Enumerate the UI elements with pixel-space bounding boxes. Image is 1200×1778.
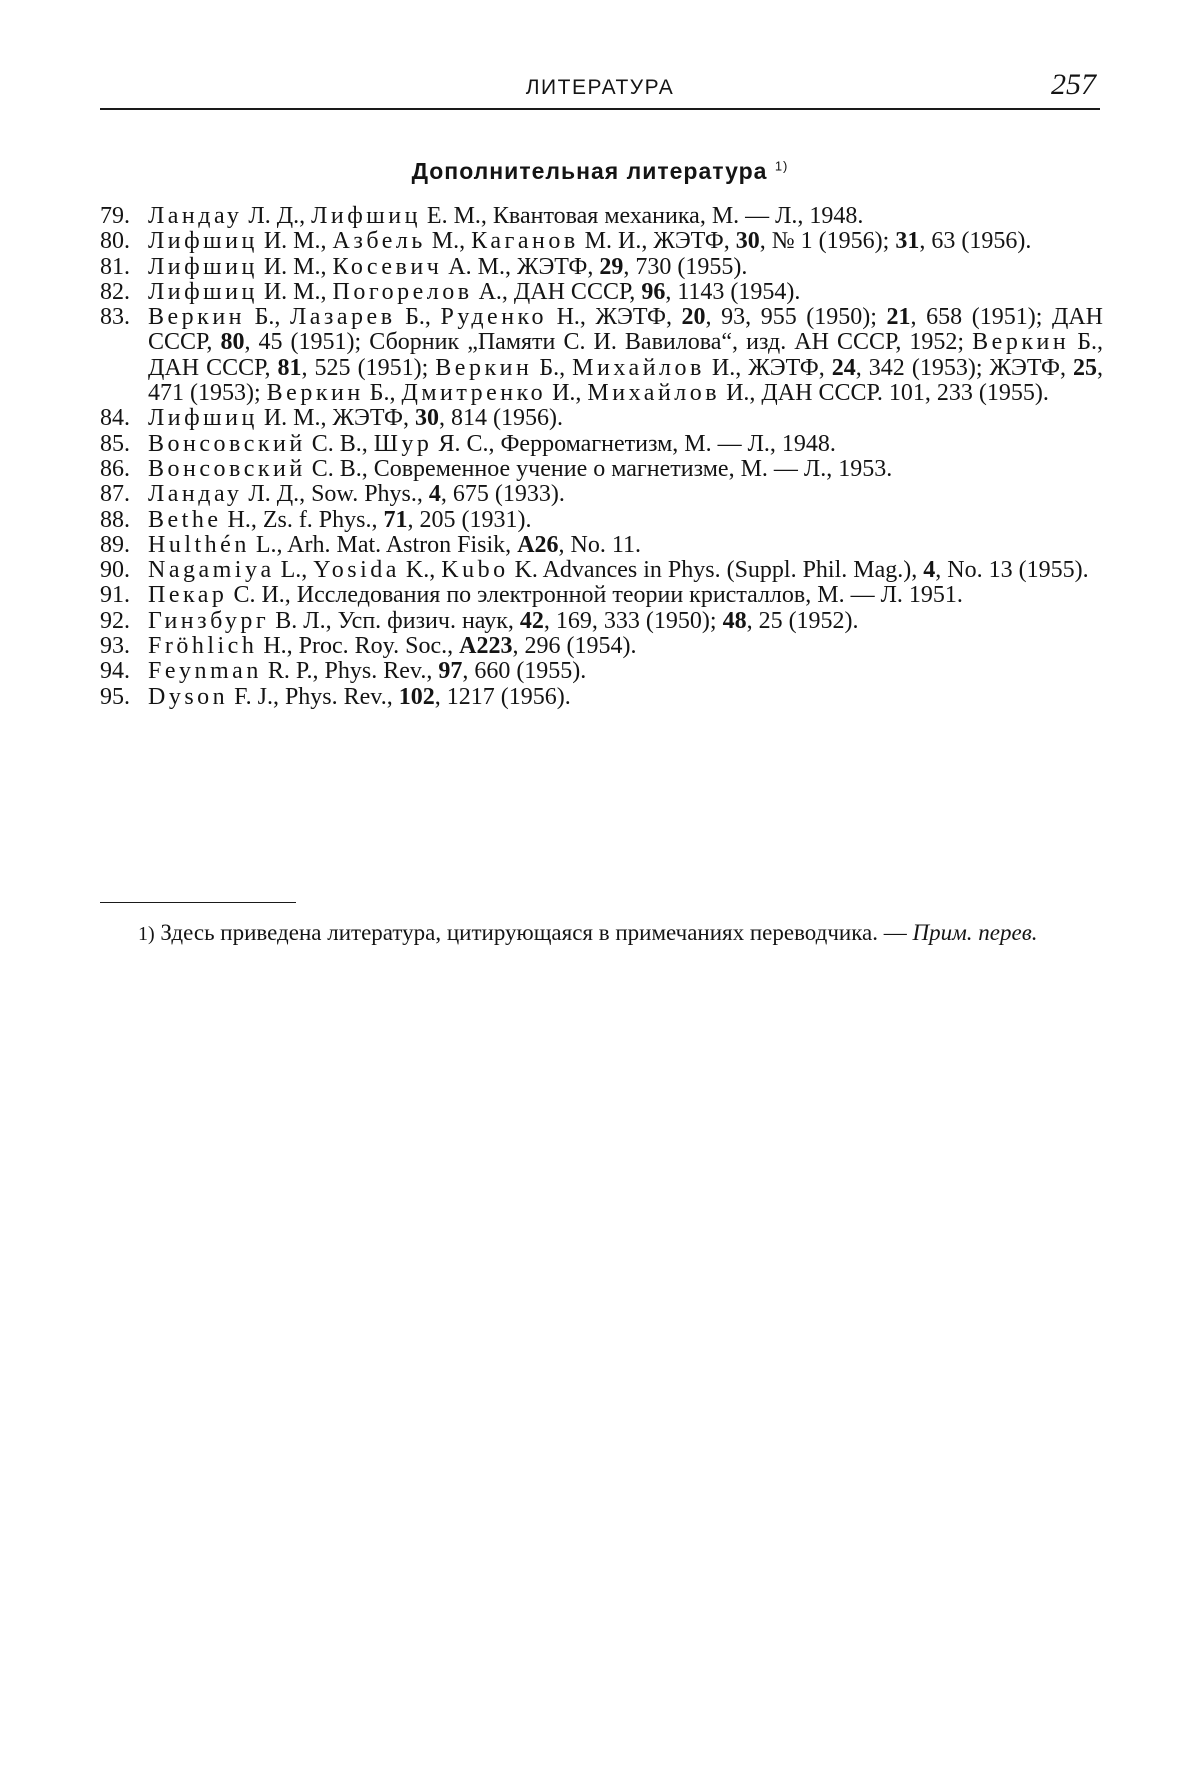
reference-number: 83. xyxy=(100,304,130,331)
citation-text: , 169, 333 (1950); xyxy=(543,607,723,634)
volume-number: 81 xyxy=(277,354,302,381)
volume-number: 25 xyxy=(1073,354,1098,381)
reference-item xyxy=(100,457,1103,482)
volume-number: 20 xyxy=(681,304,706,331)
citation-text: L., xyxy=(274,557,314,584)
citation-text: , 1217 (1956). xyxy=(434,683,571,710)
reference-number: 88. xyxy=(100,506,130,533)
reference-item xyxy=(100,482,1103,507)
reference-item xyxy=(100,305,1103,406)
footnote-mark: 1) xyxy=(138,923,155,945)
volume-number: 80 xyxy=(220,329,245,356)
volume-number: 30 xyxy=(735,228,760,255)
citation-text: А. М., ЖЭТФ, xyxy=(442,253,600,280)
citation-text: Я. С., Ферромагнетизм, М. — Л., 1948. xyxy=(432,430,836,457)
citation-text: , No. 13 (1955). xyxy=(935,557,1089,584)
author-name: Лифшиц xyxy=(148,405,258,432)
reference-item xyxy=(100,659,1103,684)
reference-number: 90. xyxy=(100,557,130,584)
reference-item xyxy=(100,583,1103,608)
citation-text: Е. М., Квантовая механика, М. — Л., 1948. xyxy=(420,203,864,229)
author-name: Руденко xyxy=(440,304,547,331)
citation-text: , No. 11. xyxy=(558,531,641,558)
author-name: Лифшиц xyxy=(148,278,258,305)
reference-number: 79. xyxy=(100,203,130,229)
citation-text: , 658 (1951); ДАН СССР, xyxy=(148,304,1104,356)
author-name: Bethe xyxy=(148,506,222,533)
citation-text: L., Arh. Mat. Astron Fisik, xyxy=(249,531,518,558)
volume-number: 71 xyxy=(383,506,408,533)
citation-text: , 814 (1956). xyxy=(438,405,563,432)
footnote-text: Здесь приведена литература, цитирующаяся в примечаниях переводчика. — xyxy=(154,920,913,945)
reference-number: 94. xyxy=(100,658,130,685)
reference-number: 89. xyxy=(100,531,130,558)
citation-text: F. J., Phys. Rev., xyxy=(228,683,399,710)
reference-number: 85. xyxy=(100,430,130,457)
running-title: ЛИТЕРАТУРА xyxy=(525,76,675,99)
reference-number: 91. xyxy=(100,582,130,609)
volume-number: 102 xyxy=(398,683,435,710)
volume-number: 24 xyxy=(831,354,856,381)
citation-text: K. Advances in Phys. (Suppl. Phil. Mag.), xyxy=(508,557,924,584)
author-name: Лифшиц xyxy=(148,253,258,280)
reference-item xyxy=(100,685,1103,710)
citation-text: R. P., Phys. Rev., xyxy=(261,658,439,685)
reference-item xyxy=(100,229,1103,254)
citation-text: , 93, 955 (1950); xyxy=(705,304,887,331)
footnote-reference: 1) xyxy=(774,158,789,174)
citation-text: Л. Д., xyxy=(242,203,312,229)
author-name: Каганов xyxy=(471,228,579,255)
author-name: Ландау xyxy=(148,481,243,508)
volume-number: 96 xyxy=(641,278,666,305)
reference-item xyxy=(100,255,1103,280)
reference-item xyxy=(100,280,1103,305)
volume-number: A223 xyxy=(459,633,513,660)
citation-text: В. Л., Усп. физич. наук, xyxy=(269,607,520,634)
section-title-text: Дополнительная литература xyxy=(411,158,768,184)
author-name: Веркин xyxy=(266,380,364,407)
citation-text: И., xyxy=(546,380,588,407)
author-name: Dyson xyxy=(148,683,229,710)
citation-text: Б., xyxy=(532,354,573,381)
author-name: Шур xyxy=(373,430,433,457)
citation-text: K., xyxy=(399,557,442,584)
reference-list xyxy=(100,204,1103,710)
author-name: Hulthén xyxy=(148,531,250,558)
header-rule xyxy=(100,108,1100,110)
citation-text: , 1143 (1954). xyxy=(665,278,801,305)
author-name: Дмитренко xyxy=(401,380,547,407)
citation-text: , 25 (1952). xyxy=(746,607,859,634)
citation-text: Н., ЖЭТФ, xyxy=(546,304,682,331)
citation-text: , 471 (1953); xyxy=(148,354,1104,407)
author-name: Вонсовский xyxy=(148,430,306,457)
citation-text: , 675 (1933). xyxy=(440,481,565,508)
citation-text: И. М., xyxy=(257,228,333,255)
reference-item xyxy=(100,204,1103,229)
author-name: Веркин xyxy=(972,329,1070,356)
citation-text: H., Zs. f. Phys., xyxy=(221,506,384,533)
page-number: 257 xyxy=(1051,68,1096,101)
reference-number: 92. xyxy=(100,607,130,634)
citation-text: , 296 (1954). xyxy=(512,633,637,660)
citation-text: , 205 (1931). xyxy=(407,506,532,533)
citation-text: Б., ДАН СССР, xyxy=(148,329,1104,381)
author-name: Feynman xyxy=(148,658,262,685)
reference-number: 84. xyxy=(100,405,130,432)
citation-text: А., ДАН СССР, xyxy=(472,278,642,305)
author-name: Fröhlich xyxy=(148,633,258,660)
volume-number: 48 xyxy=(722,607,747,634)
author-name: Погорелов xyxy=(332,278,473,305)
volume-number: 31 xyxy=(895,228,920,255)
reference-number: 87. xyxy=(100,481,130,508)
volume-number: 97 xyxy=(438,658,463,685)
author-name: Азбель xyxy=(332,228,426,255)
volume-number: A26 xyxy=(517,531,559,558)
reference-item xyxy=(100,432,1103,457)
citation-text: Б., xyxy=(245,304,290,331)
citation-text: , 660 (1955). xyxy=(462,658,587,685)
citation-text: , 342 (1953); ЖЭТФ, xyxy=(855,354,1074,381)
author-name: Михайлов xyxy=(587,380,721,407)
reference-item xyxy=(100,406,1103,431)
page-header xyxy=(100,68,1100,112)
citation-text: , 525 (1951); xyxy=(301,354,436,381)
author-name: Nagamiya xyxy=(148,557,275,584)
reference-number: 82. xyxy=(100,278,130,305)
citation-text: Л. Д., Sow. Phys., xyxy=(242,481,429,508)
volume-number: 4 xyxy=(428,481,441,508)
footnote-translator-note: Прим. перев. xyxy=(912,920,1038,945)
citation-text: , 730 (1955). xyxy=(623,253,748,280)
citation-text: , 63 (1956). xyxy=(919,228,1032,255)
volume-number: 29 xyxy=(599,253,624,280)
citation-text: С. В., Современное учение о магнетизме, М. — Л., 1953. xyxy=(305,455,893,482)
author-name: Гинзбург xyxy=(148,607,270,634)
citation-text: И., ДАН СССР. 101, 233 (1955). xyxy=(720,380,1049,407)
citation-text: Б., xyxy=(363,380,402,407)
reference-number: 81. xyxy=(100,253,130,280)
footnote xyxy=(100,920,1103,947)
author-name: Kubo xyxy=(441,557,509,584)
author-name: Косевич xyxy=(332,253,443,280)
reference-item xyxy=(100,558,1103,583)
citation-text: И., ЖЭТФ, xyxy=(704,354,832,381)
citation-text: Б., xyxy=(395,304,441,331)
citation-text: H., Proc. Roy. Soc., xyxy=(257,633,460,660)
citation-text: И. М., ЖЭТФ, xyxy=(257,405,415,432)
author-name: Веркин xyxy=(435,354,533,381)
reference-number: 80. xyxy=(100,228,130,255)
reference-number: 93. xyxy=(100,633,130,660)
reference-item xyxy=(100,508,1103,533)
author-name: Ландау xyxy=(148,203,243,229)
reference-item xyxy=(100,533,1103,558)
citation-text: М. И., ЖЭТФ, xyxy=(578,228,736,255)
footnote-separator xyxy=(100,902,296,903)
citation-text: И. М., xyxy=(257,253,333,280)
author-name: Лифшиц xyxy=(148,228,258,255)
author-name: Пекар xyxy=(148,582,228,609)
reference-item xyxy=(100,634,1103,659)
citation-text: С. И., Исследования по электронной теории кристаллов, М. — Л. 1951. xyxy=(227,582,963,609)
volume-number: 21 xyxy=(886,304,911,331)
author-name: Лифшиц xyxy=(311,203,421,229)
citation-text: С. В., xyxy=(305,430,374,457)
reference-number: 95. xyxy=(100,683,130,710)
volume-number: 4 xyxy=(923,557,936,584)
reference-number: 86. xyxy=(100,455,130,482)
author-name: Вонсовский xyxy=(148,455,306,482)
author-name: Веркин xyxy=(148,304,246,331)
citation-text: И. М., xyxy=(257,278,333,305)
author-name: Михайлов xyxy=(572,354,705,381)
citation-text: М., xyxy=(425,228,472,255)
volume-number: 42 xyxy=(519,607,544,634)
author-name: Yosida xyxy=(313,557,400,584)
volume-number: 30 xyxy=(414,405,439,432)
citation-text: , 45 (1951); Сборник „Памяти С. И. Вавилова“, изд. АН СССР, 1952; xyxy=(244,329,973,356)
author-name: Лазарев xyxy=(289,304,396,331)
reference-item xyxy=(100,609,1103,634)
citation-text: , № 1 (1956); xyxy=(759,228,896,255)
section-title xyxy=(100,158,1100,185)
